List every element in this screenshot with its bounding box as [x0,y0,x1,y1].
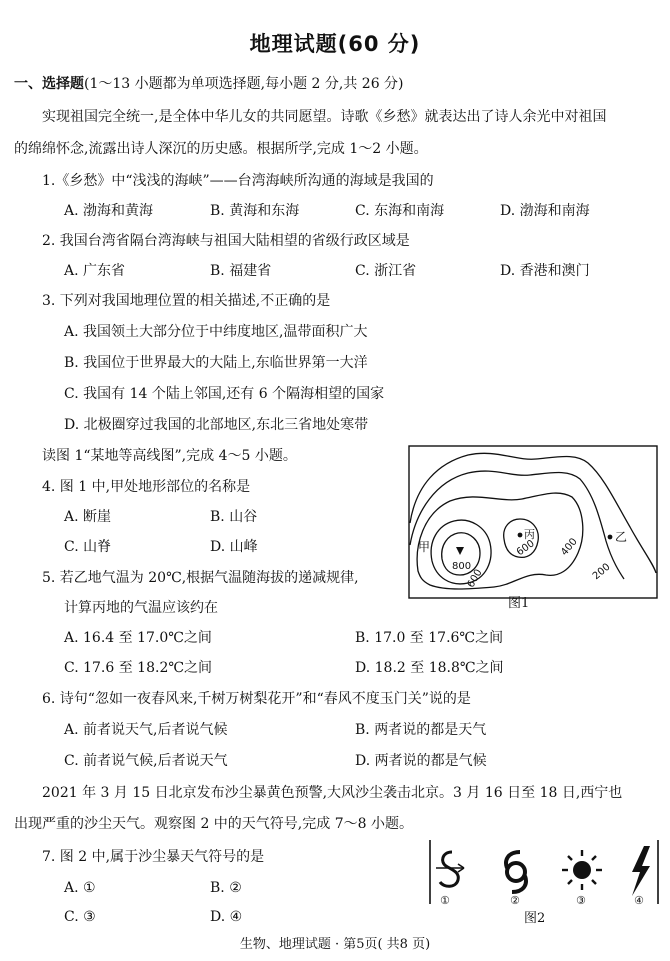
question-4-stem: 4. 图 1 中,甲处地形部位的名称是 [42,479,251,495]
figure-1-caption: 图1 [508,596,530,611]
symbol-number-4: ④ [634,894,644,907]
q2-option-d: D. 香港和澳门 [500,263,590,279]
label-600-right: 600 [514,538,537,559]
q6-option-a: A. 前者说天气,后者说气候 [64,722,228,738]
yi-marker [608,535,613,540]
contour-map [408,445,660,615]
sunny-icon [562,850,602,890]
label-bing: 丙 [524,528,535,541]
q3-option-a: A. 我国领土大部分位于中纬度地区,温带面积广大 [64,324,368,340]
q7-option-c: C. ③ [64,909,96,925]
q5-option-a: A. 16.4 至 17.0℃之间 [64,630,212,646]
q2-option-c: C. 浙江省 [355,263,417,279]
figure-2-weather-symbols [428,838,660,930]
q6-option-c: C. 前者说气候,后者说天气 [64,753,228,769]
intro1-line1: 实现祖国完全统一,是全体中华儿女的共同愿望。诗歌《乡愁》就表达出了诗人余光中对祖国 [42,109,607,125]
q3-option-b: B. 我国位于世界最大的大陆上,东临世界第一大洋 [64,355,368,371]
q5-option-c: C. 17.6 至 18.2℃之间 [64,660,213,676]
q1-option-d: D. 渤海和南海 [500,203,590,219]
q2-option-a: A. 广东省 [64,263,126,279]
intro1-line2: 的绵绵怀念,流露出诗人深沉的历史感。根据所学,完成 1～2 小题。 [14,141,428,157]
label-jia: 甲 [418,540,431,554]
q1-option-c: C. 东海和南海 [355,203,445,219]
symbol-number-1: ① [440,894,450,907]
q7-option-d: D. ④ [210,909,243,925]
bing-marker [518,533,523,538]
q5-option-b: B. 17.0 至 17.6℃之间 [355,630,504,646]
q4-option-c: C. 山脊 [64,539,112,555]
weather-symbols-panel [428,838,660,908]
peak-marker [456,547,464,555]
thunder-icon [632,846,650,896]
figure-2-caption: 图2 [524,911,546,926]
q6-option-d: D. 两者说的都是气候 [355,753,487,769]
q5-option-d: D. 18.2 至 18.8℃之间 [355,660,504,676]
q6-option-b: B. 两者说的都是天气 [355,722,487,738]
typhoon-icon [506,852,526,892]
contour-200 [410,453,656,573]
q1-option-a: A. 渤海和黄海 [64,203,154,219]
q4-option-d: D. 山峰 [210,539,258,555]
intro2: 读图 1“某地等高线图”,完成 4～5 小题。 [42,448,297,464]
q4-option-a: A. 断崖 [64,509,112,525]
section-label: 一、选择题 [14,76,84,92]
label-800: 800 [452,561,472,572]
section-header [14,75,404,93]
page-title: 地理试题(60 分) [249,32,421,56]
figure-1-contour-map [408,445,660,615]
contour-400 [410,471,624,579]
question-5-stem-line1: 5. 若乙地气温为 20℃,根据气温随海拔的递减规律, [42,570,359,586]
q7-option-b: B. ② [210,880,242,896]
q3-option-d: D. 北极圈穿过我国的北部地区,东北三省地处寒带 [64,417,369,433]
symbol-number-3: ③ [576,894,586,907]
q7-option-a: A. ① [64,880,96,896]
symbol-number-2: ② [510,894,520,907]
q4-option-b: B. 山谷 [210,509,258,525]
question-2-stem: 2. 我国台湾省隔台湾海峡与祖国大陆相望的省级行政区域是 [42,233,410,249]
sandstorm-icon [436,852,464,886]
question-6-stem: 6. 诗句“忽如一夜春风来,千树万树梨花开”和“春风不度玉门关”说的是 [42,691,471,707]
q3-option-c: C. 我国有 14 个陆上邻国,还有 6 个隔海相望的国家 [64,386,385,402]
question-1-stem: 1.《乡愁》中“浅浅的海峡”——台湾海峡所沟通的海域是我国的 [42,173,434,189]
label-200: 200 [590,561,613,583]
question-3-stem: 3. 下列对我国地理位置的相关描述,不正确的是 [42,293,331,309]
label-yi: 乙 [615,530,628,544]
label-400: 400 [559,536,580,559]
label-600-left: 600 [465,567,485,590]
question-5-stem-line2: 计算丙地的气温应该约在 [64,600,218,616]
section-note: (1～13 小题都为单项选择题,每小题 2 分,共 26 分) [84,76,404,92]
q1-option-b: B. 黄海和东海 [210,203,300,219]
contour-600-outer [417,493,583,589]
intro3-line2: 出现严重的沙尘天气。观察图 2 中的天气符号,完成 7～8 小题。 [14,816,413,832]
q2-option-b: B. 福建省 [210,263,272,279]
intro3-line1: 2021 年 3 月 15 日北京发布沙尘暴黄色预警,大风沙尘袭击北京。3 月 16 日至 18 日,西宁也 [42,785,623,801]
page-footer: 生物、地理试题 · 第5页( 共8 页) [239,937,431,952]
question-7-stem: 7. 图 2 中,属于沙尘暴天气符号的是 [42,849,265,865]
